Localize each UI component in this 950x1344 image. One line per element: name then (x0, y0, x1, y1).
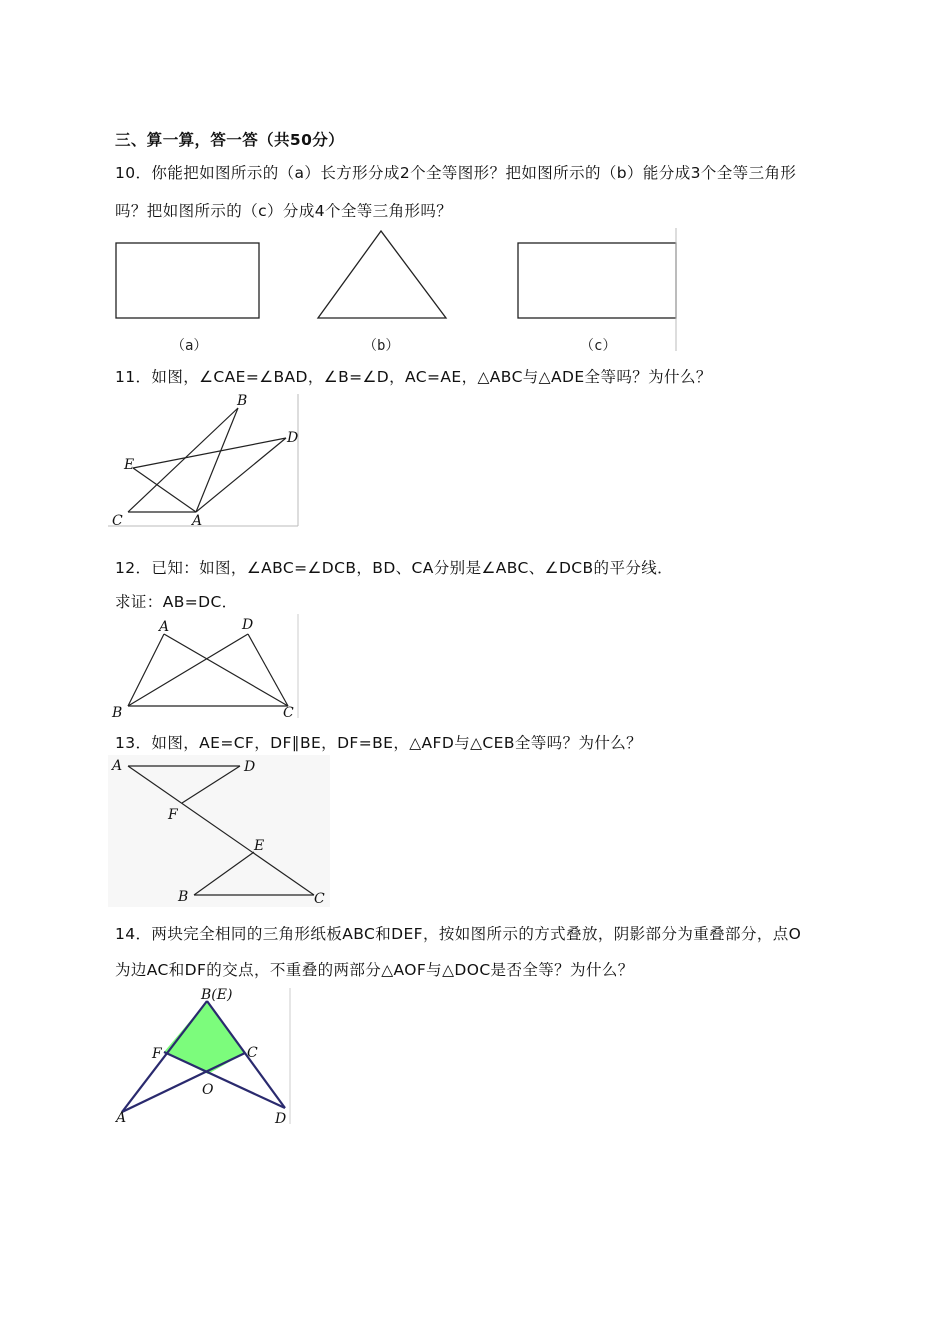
q11-label-c: C (112, 513, 123, 529)
q12-text-line1: 12．已知：如图，∠ABC=∠DCB，BD、CA分别是∠ABC、∠DCB的平分线． (115, 559, 674, 577)
q13-label-c: C (314, 891, 325, 907)
q13-figure-background (108, 755, 330, 907)
q11-label-e: E (124, 457, 135, 473)
q10-triangle-b (318, 231, 446, 318)
q14-label-b-e: B(E) (201, 987, 233, 1003)
q11-segment-da (196, 438, 286, 512)
q13-text: 13．如图，AE=CF，DF∥BE，DF=BE，△AFD与△CEB全等吗？为什么？ (115, 734, 643, 752)
q10-caption-c: （c） (580, 338, 617, 354)
q11-label-b: B (237, 393, 248, 409)
q14-label-c: C (247, 1045, 258, 1061)
q12-label-b: B (112, 705, 123, 721)
q10-caption-a: （a） (171, 338, 208, 354)
q14-text-line1: 14．两块完全相同的三角形纸板ABC和DEF，按如图所示的方式叠放，阴影部分为重叠部分，点O (115, 925, 802, 943)
q13-label-f: F (168, 807, 178, 823)
q14-figure (108, 984, 298, 1129)
q10-rectangle-a (116, 243, 259, 318)
q11-label-a: A (192, 513, 203, 529)
q13-label-d: D (244, 759, 256, 775)
q11-segment-ed (133, 438, 286, 468)
q10-rectangle-c (518, 243, 676, 318)
q14-text-line2: 为边AC和DF的交点，不重叠的两部分△AOF与△DOC是否全等？为什么？ (115, 961, 634, 979)
q12-figure (108, 612, 303, 722)
q11-segment-ba (196, 408, 238, 512)
q11-segment-ea (133, 468, 196, 512)
q12-text-line2: 求证：AB=DC． (115, 593, 238, 611)
section-title: 三、算一算，答一答（共50分） (115, 131, 345, 149)
q12-segment-dc (248, 634, 288, 706)
q14-label-a: A (116, 1110, 127, 1126)
q13-label-a: A (112, 758, 123, 774)
q11-segment-cb (128, 408, 238, 512)
q13-label-b: B (178, 889, 189, 905)
q14-label-o: O (202, 1082, 214, 1098)
q12-segment-ac (164, 634, 288, 706)
q12-label-d: D (242, 617, 254, 633)
q11-figure (108, 390, 303, 530)
q13-figure (108, 755, 333, 910)
q10-text-line2: 吗？把如图所示的（c）分成4个全等三角形吗？ (115, 202, 453, 220)
q12-label-a: A (159, 619, 170, 635)
q12-label-c: C (283, 705, 294, 721)
q13-label-e: E (254, 838, 265, 854)
q10-text-line1: 10．你能把如图所示的（a）长方形分成2个全等图形？把如图所示的（b）能分成3个全等三角形 (115, 164, 797, 182)
q10-figures (108, 226, 688, 356)
q14-label-d: D (275, 1111, 287, 1127)
q14-label-f: F (152, 1046, 162, 1062)
q11-label-d: D (287, 430, 299, 446)
q10-caption-b: （b） (363, 338, 400, 354)
q11-text: 11．如图，∠CAE=∠BAD，∠B=∠D，AC=AE，△ABC与△ADE全等吗？为什么？ (115, 368, 712, 386)
